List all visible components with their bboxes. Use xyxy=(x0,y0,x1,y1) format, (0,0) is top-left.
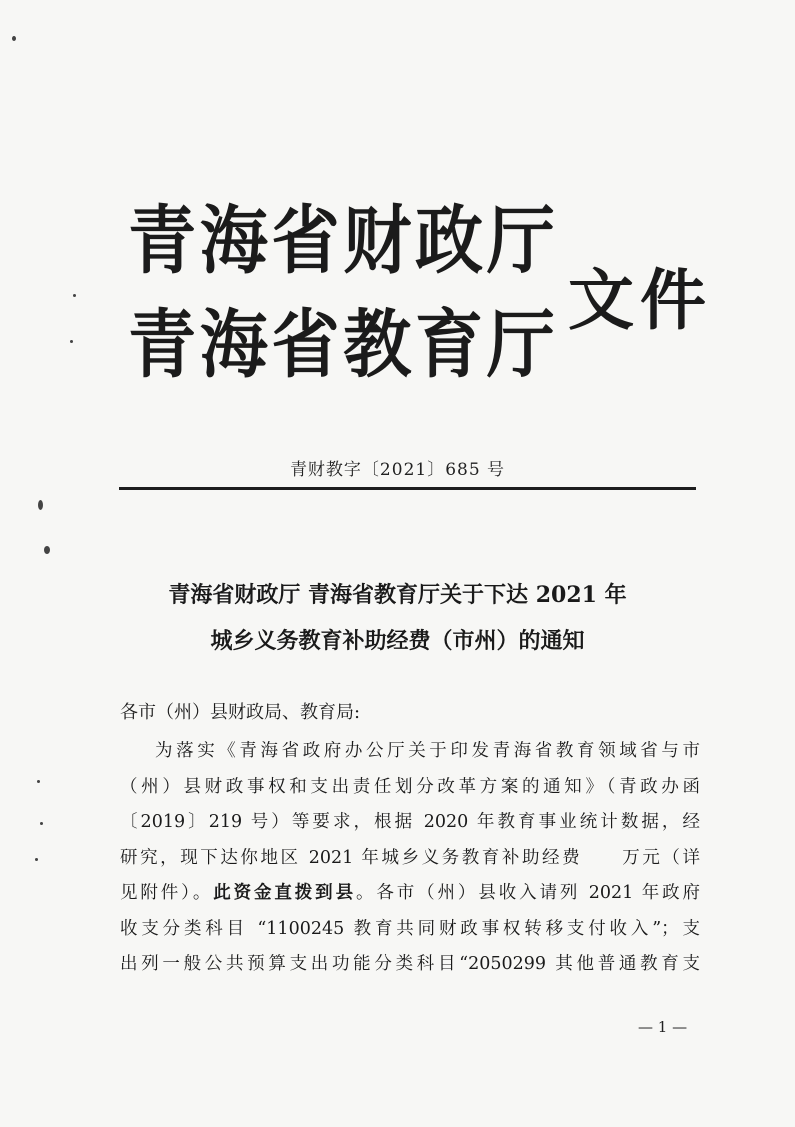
body-segment: 见附件）。 xyxy=(120,883,214,903)
body-line: 收支分类科目 “1100245 教育共同财政事权转移支付收入”；支 xyxy=(120,918,700,939)
emphasis-direct-to-county: 此资金直拨到县 xyxy=(213,883,356,903)
addressee-line: 各市（州）县财政局、教育局: xyxy=(120,702,361,723)
issuer-header xyxy=(128,198,712,408)
scan-speck xyxy=(38,500,43,510)
header-divider-rule xyxy=(119,487,696,490)
body-line: 研究，现下达你地区 2021 年城乡义务教育补助经费 万元（详 xyxy=(120,847,700,868)
title-line-1: 青海省财政厅 青海省教育厅关于下达 2021 年 xyxy=(168,582,627,608)
body-line: 出列一般公共预算支出功能分类科目“2050299 其他普通教育支 xyxy=(120,954,700,974)
page-number: — 1 — xyxy=(638,1018,688,1036)
document-title xyxy=(0,572,795,664)
issuer-finance-dept: 青海省财政厅 xyxy=(128,198,559,284)
body-line: （州）县财政事权和支出责任划分改革方案的通知》（青政办函 xyxy=(120,776,700,797)
body-line: 〔2019〕219 号）等要求，根据 2020 年教育事业统计数据，经 xyxy=(120,812,700,832)
body-paragraph xyxy=(120,734,700,983)
title-line-2: 城乡义务教育补助经费（市州）的通知 xyxy=(210,628,585,654)
scan-speck xyxy=(35,858,38,861)
body-line-with-emphasis xyxy=(120,876,700,912)
body-line: 为落实《青海省政府办公厅关于印发青海省教育领域省与市 xyxy=(155,741,700,761)
document-number: 青财教字〔2021〕685 号 xyxy=(289,460,506,480)
scan-speck xyxy=(12,36,16,41)
document-type-label: 文件 xyxy=(568,261,712,339)
scan-speck xyxy=(37,780,40,783)
scan-speck xyxy=(40,822,43,825)
scan-speck xyxy=(73,294,76,297)
body-segment: 。各市（州）县收入请列 2021 年政府 xyxy=(355,883,701,903)
scan-speck xyxy=(44,546,50,554)
issuer-education-dept: 青海省教育厅 xyxy=(128,302,559,388)
scan-speck xyxy=(70,340,73,343)
